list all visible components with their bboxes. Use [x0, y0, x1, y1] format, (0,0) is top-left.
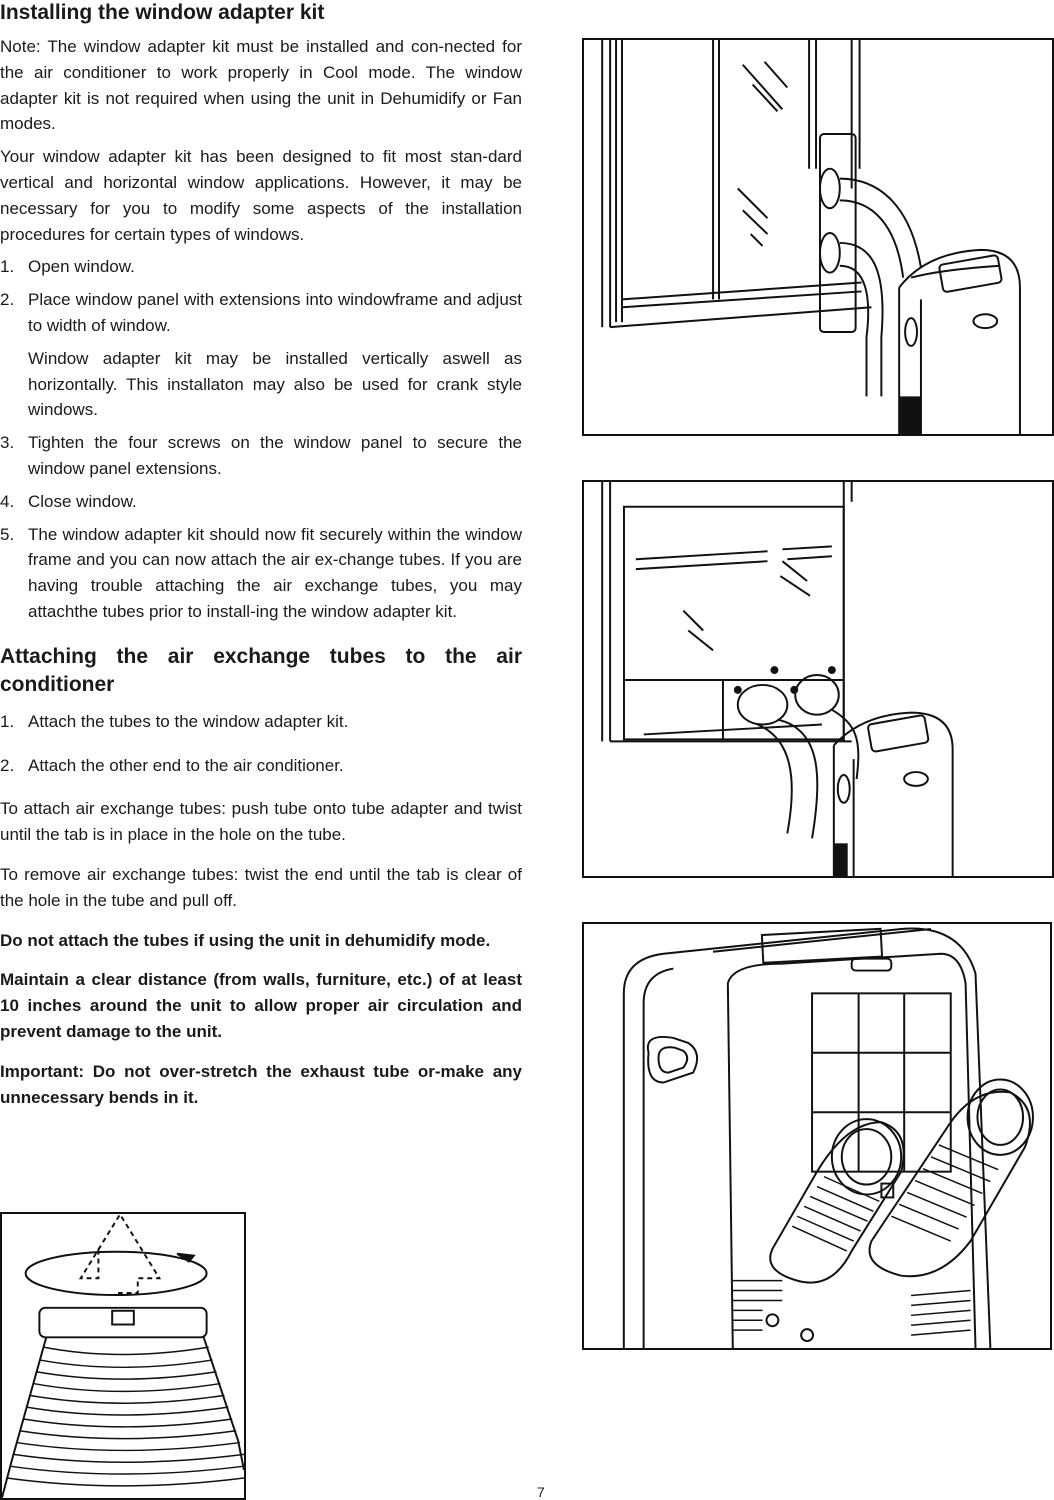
- rear-unit-illustration: [584, 924, 1050, 1348]
- tube-twist-illustration: [2, 1214, 244, 1498]
- figure-rear-unit: [582, 922, 1052, 1350]
- install-step: 1. Open window.: [0, 257, 135, 277]
- attach-instructions: To attach air exchange tubes: push tube onto tube adapter and twist until the tab is in place in the hole on the tube.: [0, 799, 522, 845]
- install-text: [0, 34, 522, 1117]
- attach-step: 1. Attach the tubes to the window adapter kit.: [0, 711, 349, 731]
- attach-step: 2. Attach the other end to the air conditioner.: [0, 755, 344, 775]
- warning-dehumidify: Do not attach the tubes if using the unit in dehumidify mode.: [0, 930, 491, 950]
- warning-clearance: Maintain a clear distance (from walls, furniture, etc.) of at least 10 inches around the unit to allow proper air circulation and prevent damage to the unit.: [0, 970, 522, 1041]
- note-paragraph: Note: The window adapter kit must be installed and con-nected for the air conditioner to work properly in Cool mode. The window adapter kit is not required when using the unit in Dehumidify or Fan modes.: [0, 37, 522, 134]
- figure-window-horizontal: [582, 480, 1054, 878]
- figure-tube-twist: [0, 1212, 246, 1500]
- page-number: 7: [537, 1484, 545, 1500]
- step2-note: Window adapter kit may be installed vertically aswell as horizontally. This installaton may also be used for crank style windows.: [28, 348, 522, 420]
- warning-overstretch: Important: Do not over-stretch the exhaust tube or-make any unnecessary bends in it.: [0, 1061, 522, 1107]
- window-vertical-illustration: [584, 40, 1052, 434]
- install-step: 4. Close window.: [0, 491, 137, 511]
- fit-paragraph: Your window adapter kit has been designed to fit most stan-dard vertical and horizontal window applications. However, it may be necessary for you to modify some aspects of the installation procedures for certain types of windows.: [0, 147, 522, 244]
- remove-instructions: To remove air exchange tubes: twist the end until the tab is clear of the hole in the tube and pull off.: [0, 864, 522, 910]
- install-step: 2. Place window panel with extensions into windowframe and adjust to width of window.: [0, 290, 522, 335]
- figure-window-vertical: [582, 38, 1054, 436]
- section-heading-install: Installing the window adapter kit: [0, 1, 325, 24]
- section-heading-attach: Attaching the air exchange tubes to the air conditioner: [0, 644, 522, 696]
- install-step: 5. The window adapter kit should now fit securely within the window frame and you can now attach the air ex-change tubes. If you are having trouble attaching the air exchange tubes, you may attachthe tubes prior to install-ing the window adapter kit.: [0, 524, 522, 621]
- window-horizontal-illustration: [584, 482, 1052, 876]
- install-step: 3. Tighten the four screws on the window panel to secure the window panel extensions.: [0, 433, 522, 478]
